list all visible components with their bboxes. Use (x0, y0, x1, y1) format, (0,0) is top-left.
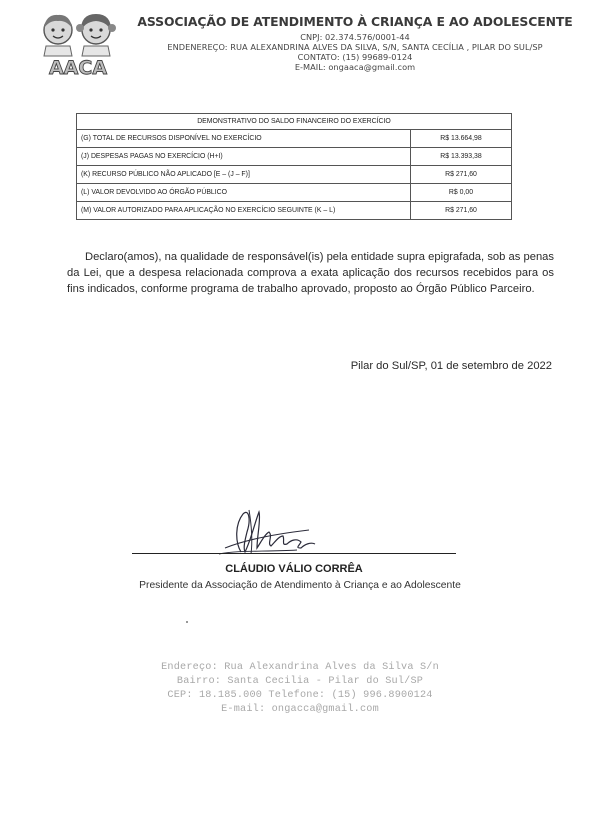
table-row (77, 184, 512, 202)
signer-name: CLÁUDIO VÁLIO CORRÊA (225, 563, 363, 575)
row-value: R$ 0,00 (411, 184, 512, 202)
row-value: R$ 13.393,38 (411, 148, 512, 166)
signature-line (132, 553, 456, 554)
row-label: (K) RECURSO PÚBLICO NÃO APLICADO [E – (J – F)] (77, 166, 411, 184)
footer-email: E-mail: ongacca@gmail.com (221, 704, 379, 715)
footer-address: Endereço: Rua Alexandrina Alves da Silva S/n (161, 662, 439, 673)
logo-text: AACA (48, 57, 108, 79)
table-row (77, 202, 512, 220)
row-value: R$ 13.664,98 (411, 130, 512, 148)
address-line: ENDENEREÇO: RUA ALEXANDRINA ALVES DA SILVA, S/N, SANTA CECÍLIA , PILAR DO SUL/SP (167, 42, 543, 52)
declaration-paragraph: Declaro(amos), na qualidade de responsável(is) pela entidade supra epigrafada, sob as penas da Lei, que a despesa relacionada comprova a exata aplicação dos recursos recebidos para os fins indicados, conforme programa de trabalho aprovado, proposto ao Órgão Público Parceiro. (67, 251, 554, 295)
signer-role: Presidente da Associação de Atendimento à Criança e ao Adolescente (139, 580, 461, 591)
financial-balance-table (76, 113, 512, 220)
footer-neighborhood: Bairro: Santa Cecilia - Pilar do Sul/SP (176, 676, 424, 687)
scan-speck (186, 621, 188, 623)
table-header-row (77, 114, 512, 130)
table-title: DEMONSTRATIVO DO SALDO FINANCEIRO DO EXERCÍCIO (77, 114, 512, 130)
handwritten-signature (205, 502, 335, 558)
footer-cep-phone: CEP: 18.185.000 Telefone: (15) 996.8900124 (167, 690, 433, 701)
row-label: (M) VALOR AUTORIZADO PARA APLICAÇÃO NO EXERCÍCIO SEGUINTE (K – L) (77, 202, 411, 220)
child-left-icon (44, 15, 72, 56)
table-row (77, 130, 512, 148)
table-row (77, 148, 512, 166)
row-value: R$ 271,60 (411, 166, 512, 184)
aaca-logo (28, 8, 128, 80)
email-line: E-MAIL: ongaaca@gmail.com (294, 62, 416, 72)
table-row (77, 166, 512, 184)
cnpj-line: CNPJ: 02.374.576/0001-44 (300, 32, 410, 42)
place-date: Pilar do Sul/SP, 01 de setembro de 2022 (350, 360, 552, 372)
row-label: (L) VALOR DEVOLVIDO AO ÓRGÃO PÚBLICO (77, 184, 411, 202)
organization-name: ASSOCIAÇÃO DE ATENDIMENTO À CRIANÇA E AO ADOLESCENTE (137, 14, 573, 29)
row-label: (J) DESPESAS PAGAS NO EXERCÍCIO (H+I) (77, 148, 411, 166)
child-right-icon (76, 14, 116, 56)
row-label: (G) TOTAL DE RECURSOS DISPONÍVEL NO EXERCÍCIO (77, 130, 411, 148)
phone-line: CONTATO: (15) 99689-0124 (297, 52, 413, 62)
row-value: R$ 271,60 (411, 202, 512, 220)
